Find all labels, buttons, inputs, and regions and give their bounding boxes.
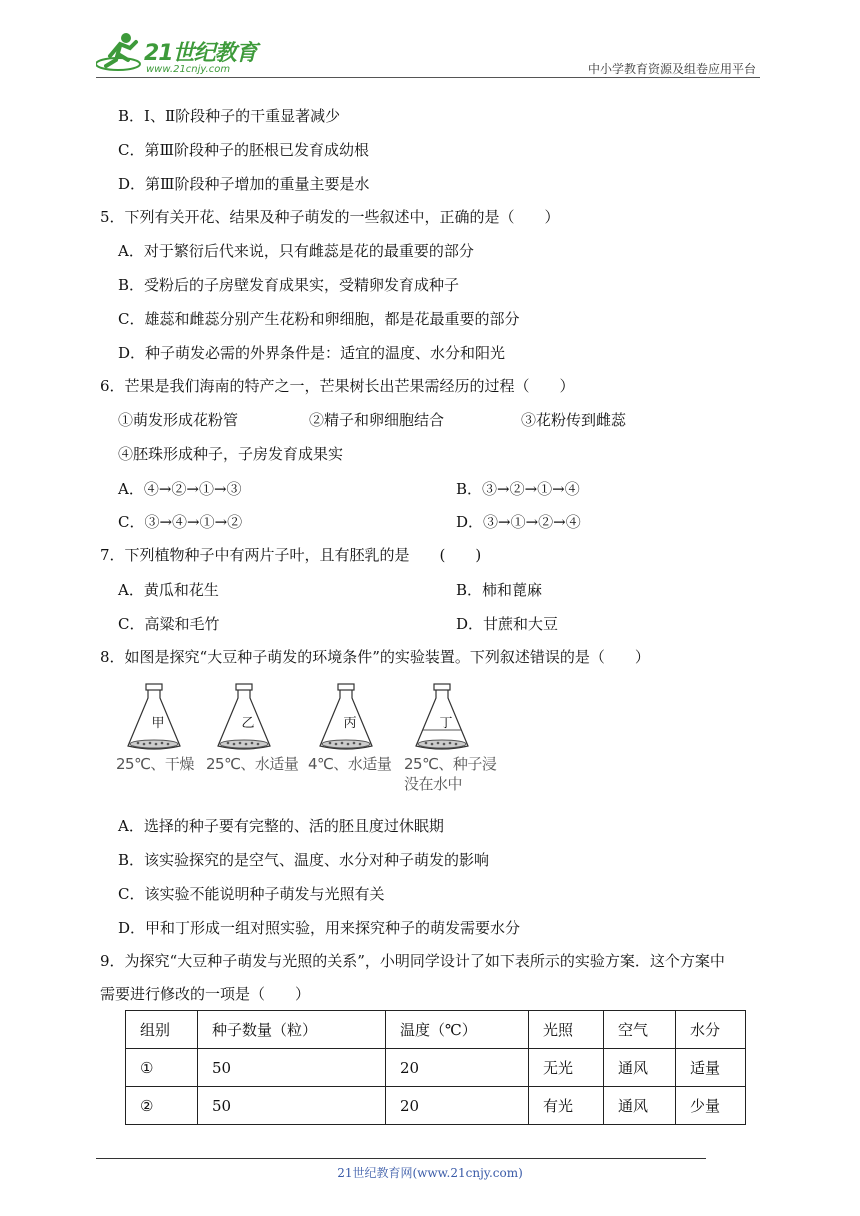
- flask-yi: [206, 680, 299, 800]
- q4-option-b: B．Ⅰ、Ⅱ阶段种子的干重显著减少: [118, 107, 341, 125]
- q7-option-a: A．黄瓜和花生: [118, 581, 219, 599]
- table-header-cell: 组别: [126, 1011, 198, 1049]
- flask-condition: 25℃、干燥: [116, 755, 194, 773]
- q7-option-d: D．甘蔗和大豆: [456, 615, 559, 633]
- page-header: [96, 30, 760, 80]
- q5-stem: 5．下列有关开花、结果及种子萌发的一些叙述中，正确的是（ ）: [100, 208, 560, 226]
- flask-bing: [310, 680, 390, 800]
- table-cell: ②: [126, 1087, 198, 1125]
- flask-label: 甲: [151, 716, 165, 731]
- experiment-table: [125, 1010, 746, 1125]
- table-cell: 50: [198, 1049, 386, 1087]
- table-cell: 通风: [604, 1049, 676, 1087]
- flask-ding: [404, 680, 497, 800]
- q8-option-c: C．该实验不能说明种子萌发与光照有关: [118, 885, 385, 903]
- q6-step-1: ①萌发形成花粉管: [118, 411, 239, 429]
- q5-option-a: A．对于繁衍后代来说，只有雌蕊是花的最重要的部分: [118, 242, 474, 260]
- flask-condition: 25℃、种子浸 没在水中: [404, 755, 497, 793]
- table-cell: 50: [198, 1087, 386, 1125]
- table-cell: 20: [386, 1049, 529, 1087]
- table-header-cell: 空气: [604, 1011, 676, 1049]
- q4-option-c: C．第Ⅲ阶段种子的胚根已发育成幼根: [118, 141, 369, 159]
- q8-stem: 8．如图是探究“大豆种子萌发的环境条件”的实验装置。下列叙述错误的是（ ）: [100, 648, 650, 666]
- q5-option-b: B．受粉后的子房壁发育成果实，受精卵发育成种子: [118, 276, 460, 294]
- table-header-cell: 水分: [676, 1011, 746, 1049]
- q7-option-b: B．柿和蓖麻: [456, 581, 543, 599]
- q8-option-a: A．选择的种子要有完整的、活的胚且度过休眠期: [118, 817, 444, 835]
- q8-option-b: B．该实验探究的是空气、温度、水分对种子萌发的影响: [118, 851, 490, 869]
- table-cell: 20: [386, 1087, 529, 1125]
- table-cell: 适量: [676, 1049, 746, 1087]
- q9-stem-line2: 需要进行修改的一项是（ ）: [100, 985, 311, 1003]
- q4-option-d: D．第Ⅲ阶段种子增加的重量主要是水: [118, 175, 370, 193]
- table-cell: 通风: [604, 1087, 676, 1125]
- logo-url: www.21cnjy.com: [146, 64, 231, 75]
- table-row: [126, 1087, 746, 1125]
- flask-jia: [118, 680, 198, 800]
- q6-stem: 6．芒果是我们海南的特产之一，芒果树长出芒果需经历的过程（ ）: [100, 377, 575, 395]
- q9-stem-line1: 9．为探究“大豆种子萌发与光照的关系”，小明同学设计了如下表所示的实验方案．这个方案中: [100, 952, 725, 970]
- table-header-row: [126, 1011, 746, 1049]
- table-cell: 有光: [529, 1087, 604, 1125]
- q6-step-3: ③花粉传到雌蕊: [521, 411, 627, 429]
- logo-text: 21世纪教育: [144, 41, 257, 66]
- q6-option-d: D．③→①→②→④: [456, 513, 581, 531]
- footer-divider: [96, 1158, 706, 1159]
- experiment-figure: [118, 680, 498, 800]
- q5-option-c: C．雄蕊和雌蕊分别产生花粉和卵细胞，都是花最重要的部分: [118, 310, 520, 328]
- footer-link[interactable]: 21世纪教育网(www.21cnjy.com): [337, 1166, 523, 1180]
- q6-option-b: B．③→②→①→④: [456, 480, 580, 498]
- flask-label: 丁: [439, 716, 453, 731]
- q8-option-d: D．甲和丁形成一组对照实验，用来探究种子的萌发需要水分: [118, 919, 521, 937]
- q6-option-c: C．③→④→①→②: [118, 513, 243, 531]
- q6-step-2: ②精子和卵细胞结合: [309, 411, 445, 429]
- header-platform-text: 中小学教育资源及组卷应用平台: [587, 62, 756, 76]
- table-cell: 少量: [676, 1087, 746, 1125]
- table-header-cell: 种子数量（粒）: [198, 1011, 386, 1049]
- flask-label: 乙: [241, 716, 255, 731]
- q6-option-a: A．④→②→①→③: [118, 480, 242, 498]
- q7-stem: 7．下列植物种子中有两片子叶，且有胚乳的是 ( ): [100, 546, 482, 564]
- flask-condition: 25℃、水适量: [206, 755, 299, 773]
- q7-option-c: C．高粱和毛竹: [118, 615, 220, 633]
- table-cell: ①: [126, 1049, 198, 1087]
- table-row: [126, 1049, 746, 1087]
- header-divider: [96, 77, 760, 78]
- flask-label: 丙: [343, 716, 357, 731]
- q6-step-4: ④胚珠形成种子，子房发育成果实: [118, 445, 344, 463]
- site-logo[interactable]: [96, 30, 266, 80]
- flask-condition: 4℃、水适量: [308, 755, 392, 773]
- table-cell: 无光: [529, 1049, 604, 1087]
- table-header-cell: 光照: [529, 1011, 604, 1049]
- q5-option-d: D．种子萌发必需的外界条件是：适宜的温度、水分和阳光: [118, 344, 506, 362]
- table-header-cell: 温度（℃）: [386, 1011, 529, 1049]
